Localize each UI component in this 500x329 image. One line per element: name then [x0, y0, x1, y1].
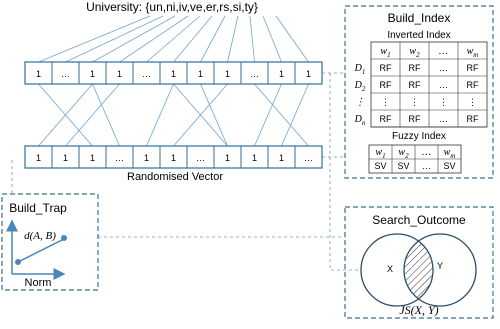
venn-label-y: Y — [436, 261, 444, 271]
build-trap-title: Build_Trap — [9, 201, 67, 215]
inverted-index-title: Inverted Index — [387, 30, 451, 41]
inverted-cell: RF — [379, 80, 392, 90]
top-vector-cell-value: 1 — [35, 69, 42, 79]
randomised-vector-cell-value: 1 — [62, 153, 69, 163]
inverted-index-table — [354, 42, 487, 127]
inverted-cell: RF — [408, 80, 421, 90]
randomised-vector-cell-value: 1 — [35, 153, 42, 163]
build-trap-panel — [2, 194, 98, 290]
inverted-row-label: $D_n$ — [354, 114, 366, 127]
inverted-row-label: ⋮ — [355, 97, 365, 108]
randomised-vector-cell-value: 1 — [251, 153, 258, 163]
randomised-vector-cell-value: 1 — [89, 153, 96, 163]
inverted-cell: RF — [408, 114, 421, 124]
fuzzy-cell: … — [422, 161, 431, 171]
point-a — [15, 259, 21, 265]
inverted-col-header: $w_1$ — [380, 46, 391, 59]
build-index-title: Build_Index — [387, 11, 451, 25]
top-vector-cell-value: … — [61, 69, 70, 79]
randomised-vector-label: Randomised Vector — [127, 171, 223, 183]
inverted-index-row — [354, 80, 479, 93]
jaccard-formula: JS(X, Y) — [399, 303, 439, 317]
fuzzy-index-title: Fuzzy Index — [392, 131, 446, 142]
inverted-col-header: $w_2$ — [409, 46, 420, 59]
inverted-index-row — [354, 63, 479, 76]
inverted-index-row — [355, 97, 477, 108]
inverted-row-label: $D_2$ — [354, 80, 366, 93]
top-vector-cell-value: 1 — [224, 69, 231, 79]
randomised-vector-cell-value: 1 — [170, 153, 177, 163]
inverted-cell: … — [439, 80, 448, 90]
fuzzy-index-table — [369, 145, 461, 173]
randomised-vector — [25, 146, 322, 168]
university-title: University: {un,ni,iv,ve,er,rs,si,ty} — [86, 0, 258, 14]
randomised-vector-cell-value: 1 — [224, 153, 231, 163]
distance-formula: d(A, B) — [24, 230, 56, 242]
inverted-col-header: … — [439, 46, 448, 57]
fuzzy-cell: SV — [443, 161, 456, 171]
randomised-vector-cell-value: 1 — [143, 153, 150, 163]
fuzzy-col-header: $w_1$ — [375, 147, 386, 160]
inverted-cell: RF — [408, 63, 421, 73]
top-vector-cell-value: 1 — [278, 69, 285, 79]
inverted-cell: ⋮ — [468, 97, 477, 107]
inverted-cell: … — [439, 63, 448, 73]
point-b — [61, 235, 67, 241]
top-vector-cell-value: 1 — [116, 69, 123, 79]
inverted-cell: ⋮ — [381, 97, 390, 107]
venn-label-x: X — [386, 264, 394, 274]
fuzzy-cell: SV — [374, 161, 387, 171]
fuzzy-col-header: $w_2$ — [398, 147, 409, 160]
fuzzy-col-header: $w_m$ — [443, 147, 456, 160]
inverted-cell: RF — [466, 114, 479, 124]
title-fan-lines — [39, 16, 309, 62]
inverted-col-header: $w_m$ — [466, 46, 479, 59]
top-vector-cell-value: 1 — [89, 69, 96, 79]
inverted-cell: RF — [379, 114, 392, 124]
randomised-vector-cell-value: … — [196, 153, 205, 163]
top-vector-cell-value: … — [142, 69, 151, 79]
search-outcome-title: Search_Outcome — [372, 213, 466, 227]
inverted-cell: RF — [379, 63, 392, 73]
top-vector-cell — [36, 69, 41, 79]
search-outcome-panel — [345, 207, 493, 318]
fuzzy-cell: SV — [397, 161, 410, 171]
inverted-cell: … — [439, 114, 448, 124]
inverted-cell: ⋮ — [410, 97, 419, 107]
top-vector-cell-value: 1 — [305, 69, 312, 79]
build-index-panel — [345, 6, 493, 178]
inverted-cell: RF — [466, 63, 479, 73]
randomised-vector-cell-value: … — [304, 153, 313, 163]
inverted-row-label: $D_1$ — [354, 63, 366, 76]
top-vector-cell-value: … — [250, 69, 259, 79]
top-vector-cell-value: 1 — [170, 69, 177, 79]
randomised-vector-cell — [36, 153, 41, 163]
randomised-vector-cell-value: … — [115, 153, 124, 163]
inverted-cell: RF — [466, 80, 479, 90]
randomised-vector-cell-value: 1 — [278, 153, 285, 163]
inverted-index-row — [354, 114, 479, 127]
top-vector-cell-value: 1 — [197, 69, 204, 79]
fuzzy-col-header: … — [422, 147, 431, 158]
vector-cross-connections — [39, 84, 309, 146]
inverted-cell: ⋮ — [439, 97, 448, 107]
top-vector — [25, 62, 322, 84]
norm-label: Norm — [24, 277, 52, 289]
